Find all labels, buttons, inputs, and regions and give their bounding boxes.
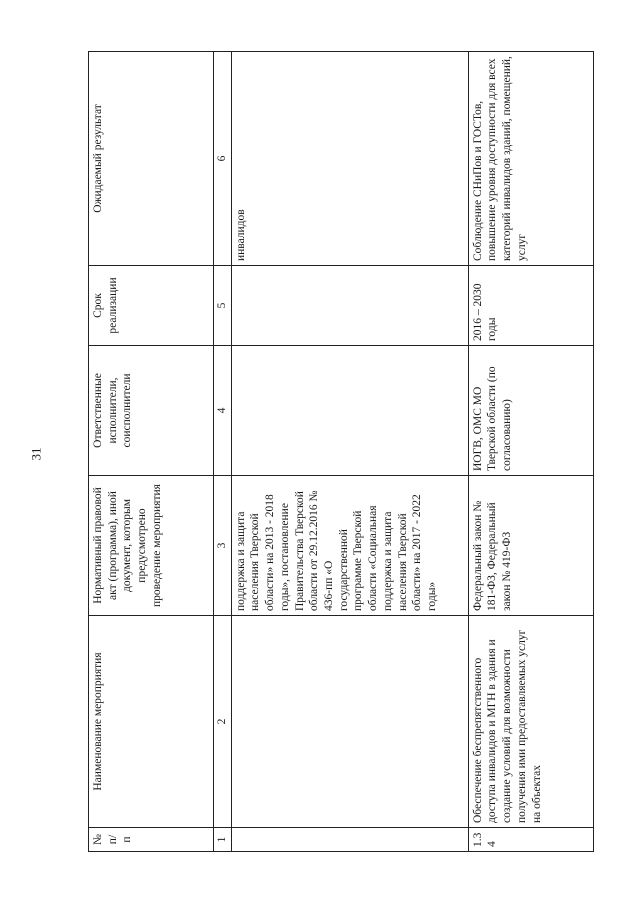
table-row [231,52,468,852]
column-number: 2 [214,616,232,828]
legal-act-cell: Федеральный закон № 181-ФЗ, Федеральный закон № 419-ФЗ [468,476,593,616]
term-cell: 2016 – 2030 годы [468,266,593,346]
document-sheet [88,52,610,852]
header-result: Ожидаемый результат [89,52,214,266]
measures-table [88,51,594,852]
legal-act-cell: поддержка и защита населения Тверской области» на 2013 - 2018 годы», постановление Правительства Тверской области от 29.12.2016 № 436-пп «О государственной программе Тверской области «Социальная поддержка и защита населения Тверской области» на 2017 - 2022 годы» [231,476,468,616]
result-cell: инвалидов [231,52,468,266]
row-number-cell: 1.34 [468,828,593,852]
column-number: 1 [214,828,232,852]
measure-name-cell: Обеспечение беспрепятственного доступа инвалидов и МГН в здания и создание условий для возможности получения ими предоставляемых услуг на объектах [468,616,593,828]
executors-cell: ИОГВ, ОМС МО Тверской области (по согласованию) [468,346,593,476]
result-cell: Соблюдение СНиПов и ГОСТов, повышение уровня доступности для всех категорий инвалидов зданий, помещений, услуг [468,52,593,266]
header-number: № п/п [89,828,214,852]
header-legal-act: Нормативный правовой акт (программа), иной документ, которым предусмотрено проведение мероприятия [89,476,214,616]
column-number: 6 [214,52,232,266]
header-measure-name: Наименование мероприятия [89,616,214,828]
table-row [468,52,593,852]
measure-name-cell [231,616,468,828]
row-number-cell [231,828,468,852]
column-number: 3 [214,476,232,616]
term-cell [231,266,468,346]
column-number-row [214,52,232,852]
header-executors: Ответственные исполнители, соисполнители [89,346,214,476]
header-term: Срок реализации [89,266,214,346]
page-number: 31 [28,447,44,461]
column-number: 5 [214,266,232,346]
table-header-row [89,52,214,852]
column-number: 4 [214,346,232,476]
executors-cell [231,346,468,476]
